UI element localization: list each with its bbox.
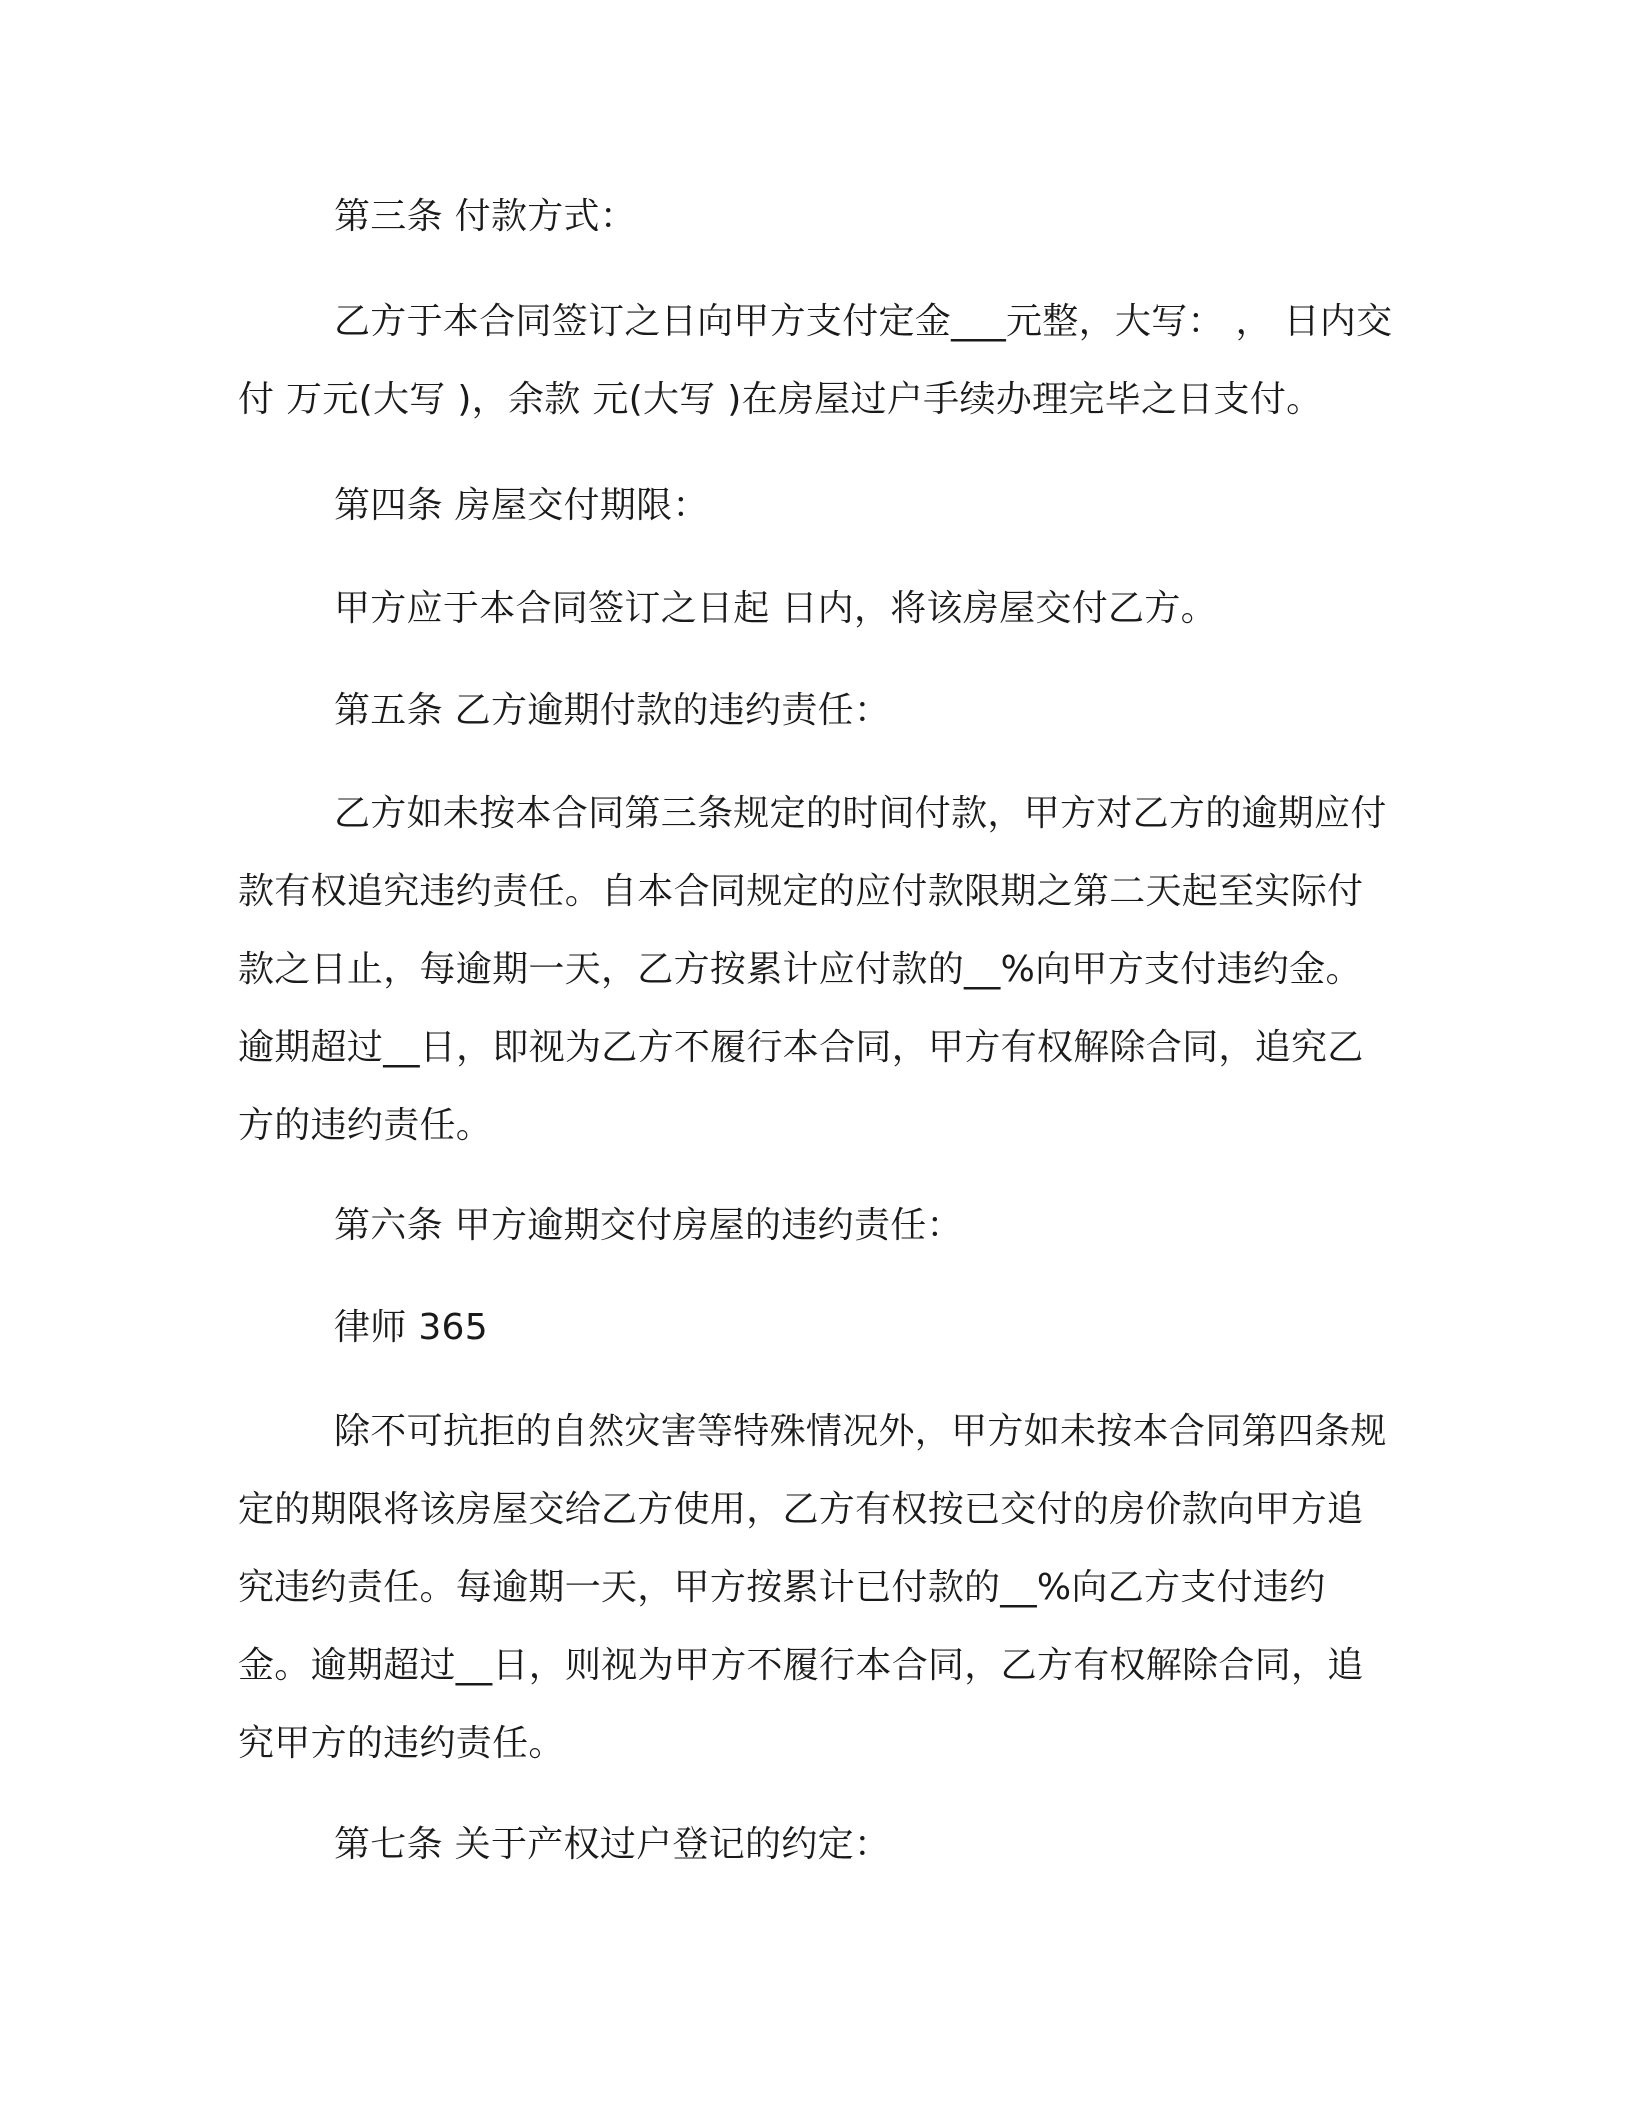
article-5-heading: 第五条 乙方逾期付款的违约责任： bbox=[334, 690, 891, 731]
article-3-body: 乙方于本合同签订之日向甲方支付定金___元整，大写： ， 日内交付 万元(大写 )，余款 元(大写 )在房屋过户手续办理完毕之日支付。 bbox=[238, 301, 1393, 420]
article-5-body: 乙方如未按本合同第三条规定的时间付款，甲方对乙方的逾期应付款有权追究违约责任。自本合同规定的应付款限期之第二天起至实际付款之日止，每逾期一天，乙方按累计应付款的__%向甲方支付违约金。逾期超过__日，即视为乙方不履行本合同，甲方有权解除合同，追究乙方的违约责任。 bbox=[238, 793, 1387, 1146]
article-6-body: 除不可抗拒的自然灾害等特殊情况外，甲方如未按本合同第四条规定的期限将该房屋交给乙方使用，乙方有权按已交付的房价款向甲方追究违约责任。每逾期一天，甲方按累计已付款的__%向乙方支付违约金。逾期超过__日，则视为甲方不履行本合同，乙方有权解除合同，追究甲方的违约责任。 bbox=[238, 1411, 1387, 1764]
watermark-text: 律师 365 bbox=[334, 1307, 488, 1348]
article-4-heading: 第四条 房屋交付期限： bbox=[334, 485, 709, 526]
article-6-heading: 第六条 甲方逾期交付房屋的违约责任： bbox=[334, 1205, 963, 1246]
article-4-body: 甲方应于本合同签订之日起 日内，将该房屋交付乙方。 bbox=[334, 588, 1217, 629]
article-7-heading: 第七条 关于产权过户登记的约定： bbox=[334, 1824, 891, 1865]
article-3-heading: 第三条 付款方式： bbox=[334, 196, 637, 237]
